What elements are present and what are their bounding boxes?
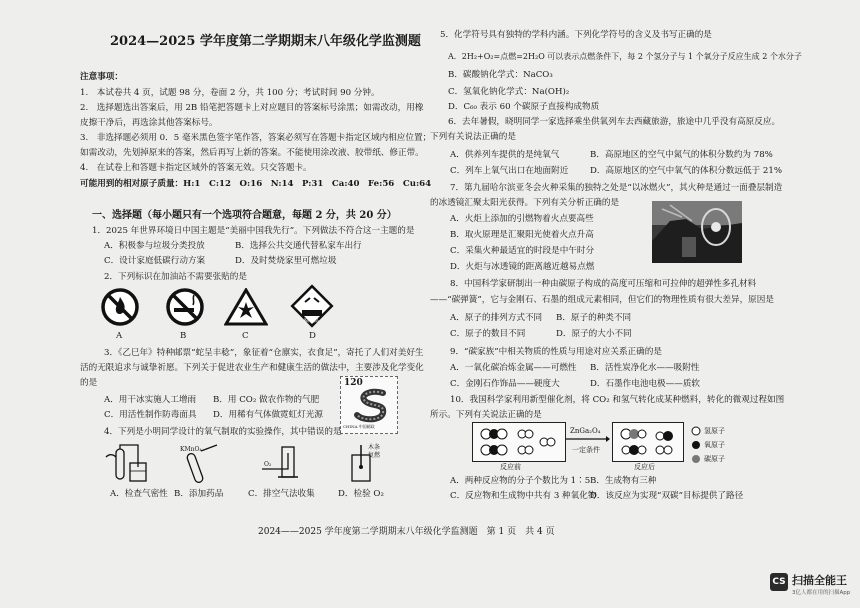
q3-line-3: 的是 xyxy=(80,378,98,388)
label-stick-1: 木条 xyxy=(368,444,381,451)
sign-d-text: 腐蚀品 xyxy=(304,318,320,324)
q4-option-c: C．排空气法收集 xyxy=(248,489,315,499)
q4-option-d: D．检验 O₂ xyxy=(338,489,384,499)
q6-option-a: A．供养列车提供的是纯氧气 xyxy=(450,150,560,160)
q5-option-c: C．氢氧化钠化学式：Na(OH)₂ xyxy=(448,87,570,97)
notice-item-1: 1. 本试卷共 4 页，试题 98 分，卷面 2 分，共 100 分；考试时间 90 分钟。 xyxy=(80,88,380,98)
snake-stamp xyxy=(340,376,398,434)
q3-option-c: C．用活性制作防毒面具 xyxy=(104,410,197,420)
q1-option-b: B．选择公共交通代替私家车出行 xyxy=(235,241,362,251)
q10-line-2: 所示。下列有关说法正确的是 xyxy=(430,410,542,420)
q3-line-1: 3．《乙巳年》特种邮票“蛇呈丰稔”，象征着“仓廪实，衣食足”，寄托了人们对美好生 xyxy=(104,348,424,358)
label-kmno4: KMnO₄ xyxy=(180,446,202,453)
notice-item-2: 2. 选择题选出答案后，用 2B 铅笔把答题卡上对应题目的答案标号涂黑；如需改动，用橡 xyxy=(80,103,424,113)
sign-label-a: A xyxy=(116,331,123,341)
q8-line-1: 8．中国科学家研制出一种由碳原子构成的高度可压缩和可拉伸的超弹性多孔材料 xyxy=(450,279,757,289)
q10-line-1: 10．我国科学家利用新型催化剂，将 CO₂ 和氢气转化成某种燃料，转化的微观过程如图 xyxy=(450,395,785,405)
stamp-value: 120 xyxy=(344,378,363,388)
q7-option-d: D．火炬与冰透镜的距离越近越易点燃 xyxy=(450,262,595,272)
sign-label-b: B xyxy=(180,331,187,341)
q7-line-2: 的冰透镜汇聚太阳光获得。下列有关分析正确的是 xyxy=(430,198,620,208)
snake-icon xyxy=(349,387,391,425)
q6-option-c: C．列车上氧气出口在地面附近 xyxy=(450,166,569,176)
q6-option-b: B．高原地区的空气中氮气的体积分数约为 78% xyxy=(590,150,773,160)
q9-option-a: A．一氧化碳冶炼金属——可燃性 xyxy=(450,363,577,373)
q5-option-d: D．C₆₀ 表示 60 个碳原子直接构成物质 xyxy=(448,102,600,112)
page-footer: 2024——2025 学年度第二学期期末八年级化学监测题 第 1 页 共 4 页 xyxy=(258,527,555,537)
q8-option-c: C．原子的数目不同 xyxy=(450,329,526,339)
label-before: 反应前 xyxy=(500,463,521,471)
q1-stem: 1．2025 年世界环境日中国主题是“美丽中国我先行”。下列做法不符合这一主题的是 xyxy=(92,226,415,236)
legend-carbon: 碳原子 xyxy=(704,455,725,463)
no-smoking-sign-icon xyxy=(165,287,205,327)
q6-line-1: 6．去年暑假，晓明同学一家选择乘坐供氧列车去西藏旅游，旅途中几乎没有高原反应。 xyxy=(448,117,781,127)
camscanner-tagline: 3亿人都在用的扫描App xyxy=(792,590,851,596)
q7-option-c: C．采集火种最适宜的时段是中午时分 xyxy=(450,246,595,256)
no-fire-sign-icon xyxy=(100,287,140,327)
q5-option-a: A．2H₂+O₂=点燃=2H₂O 可以表示点燃条件下，每 2 个氢分子与 1 个氧分子反应生成 2 个水分子 xyxy=(448,52,802,61)
q9-option-b: B．活性炭净化水——吸附性 xyxy=(590,363,700,373)
q4-option-a: A．检查气密性 xyxy=(110,489,168,499)
label-o2: O₂ xyxy=(264,461,272,468)
q10-option-d: D．该反应为实现“双碳”目标提供了路径 xyxy=(590,491,744,501)
ice-lens-photo xyxy=(652,201,742,263)
q4-stem: 4．下列是小明同学设计的氧气制取的实验操作，其中错误的是 xyxy=(104,427,342,437)
q1-option-d: D．及时焚烧家里可燃垃圾 xyxy=(235,256,337,266)
q6-option-d: D．高原地区的空气中氧气的体积分数远低于 21% xyxy=(590,166,783,176)
condition-label: 一定条件 xyxy=(572,446,600,454)
q1-option-c: C．设计家庭低碳行动方案 xyxy=(104,256,206,266)
camscanner-name: 扫描全能王 xyxy=(792,574,847,587)
q10-option-a: A．两种反应物的分子个数比为 1∶5 xyxy=(450,476,591,486)
legend-hydrogen: 氢原子 xyxy=(704,427,725,435)
legend-icons xyxy=(690,425,702,465)
q5-option-b: B．碳酸钠化学式：NaCO₃ xyxy=(448,70,553,80)
catalyst-label: ZnGa₂O₄ xyxy=(570,427,601,435)
q6-line-2: 下列有关说法正确的是 xyxy=(430,132,516,142)
q7-option-b: B．取火原理是汇聚阳光使着火点升高 xyxy=(450,230,594,240)
q3-option-d: D．用稀有气体做霓虹灯光源 xyxy=(213,410,324,420)
q9-stem: 9．“碳家族”中相关物质的性质与用途对应关系正确的是 xyxy=(450,347,662,357)
q7-option-a: A．火炬上添加的引燃物着火点要高些 xyxy=(450,214,594,224)
airtightness-check-apparatus-icon xyxy=(102,443,152,485)
reactant-molecules-icon xyxy=(472,422,566,462)
product-molecules-icon xyxy=(612,422,684,462)
q8-option-b: B．原子的种类不同 xyxy=(556,313,632,323)
legend-oxygen: 氧原子 xyxy=(704,441,725,449)
atomic-masses: 可能用到的相对原子质量：H:1 C:12 O:16 N:14 P:31 Ca:40 Fe:56 Cu:64 xyxy=(80,179,432,189)
reaction-arrow-icon xyxy=(566,435,610,443)
q3-line-2: 活的无限追求与诚挚祈愿。下列关于促进农业生产和健康生活的做法中，主要涉及化学变化 xyxy=(80,363,424,373)
q9-option-d: D．石墨作电池电极——质软 xyxy=(590,379,701,389)
label-after: 反应后 xyxy=(634,463,655,471)
explosive-sign-icon xyxy=(224,288,268,326)
q8-line-2: ——“碳弹簧”，它与金刚石、石墨的组成元素相同，但它们的物理性质有很大差异，原因是 xyxy=(430,295,774,305)
notice-item-2-cont: 皮擦干净后，再选涂其他答案标号。 xyxy=(80,118,218,128)
q10-option-b: B．生成物有三种 xyxy=(590,476,657,486)
notice-item-3-cont: 如需改动，先划掉原来的答案，然后再写上新的答案。不能使用涂改液、胶带纸、修正带。 xyxy=(80,148,424,158)
q3-option-b: B．用 CO₂ 做农作物的气肥 xyxy=(213,395,320,405)
q10-option-c: C．反应物和生成物中共有 3 种氧化物 xyxy=(450,491,597,501)
label-stick-2: 复燃 xyxy=(368,452,381,459)
sign-label-d: D xyxy=(309,331,316,341)
section-heading: 一、选择题（每小题只有一个选项符合题意，每题 2 分，共 20 分） xyxy=(92,210,397,221)
q2-stem: 2．下列标识在加油站不需要张贴的是 xyxy=(104,272,247,282)
q8-option-d: D．原子的大小不同 xyxy=(556,329,632,339)
q3-option-a: A．用干冰实施人工增雨 xyxy=(104,395,197,405)
q7-line-1: 7．第九届哈尔滨亚冬会火种采集的独特之处是“以冰燃火”，其火种是通过一面叠层制造 xyxy=(450,183,783,193)
page-title: 2024—2025 学年度第二学期期末八年级化学监测题 xyxy=(110,34,421,49)
sign-label-c: C xyxy=(242,331,249,341)
notice-item-3: 3. 非选择题必须用 0．5 毫米黑色签字笔作答，答案必须写在答题卡指定区域内相应位置； xyxy=(80,133,432,143)
oxygen-test-apparatus-icon xyxy=(340,443,390,485)
notice-item-4: 4. 在试卷上和答题卡指定区域外的答案无效。只交答题卡。 xyxy=(80,163,312,173)
q1-option-a: A．积极参与垃圾分类投放 xyxy=(104,241,205,251)
q5-stem: 5．化学符号具有独特的学科内涵。下列化学符号的含义及书写正确的是 xyxy=(440,30,712,40)
notice-heading: 注意事项： xyxy=(80,72,123,82)
q4-option-b: B．添加药品 xyxy=(174,489,224,499)
q9-option-c: C．金刚石作饰品——硬度大 xyxy=(450,379,560,389)
q8-option-a: A．原子的排列方式不同 xyxy=(450,313,543,323)
stamp-country: CHINA 中国邮政 xyxy=(343,424,375,429)
camscanner-logo: CS xyxy=(770,573,788,591)
